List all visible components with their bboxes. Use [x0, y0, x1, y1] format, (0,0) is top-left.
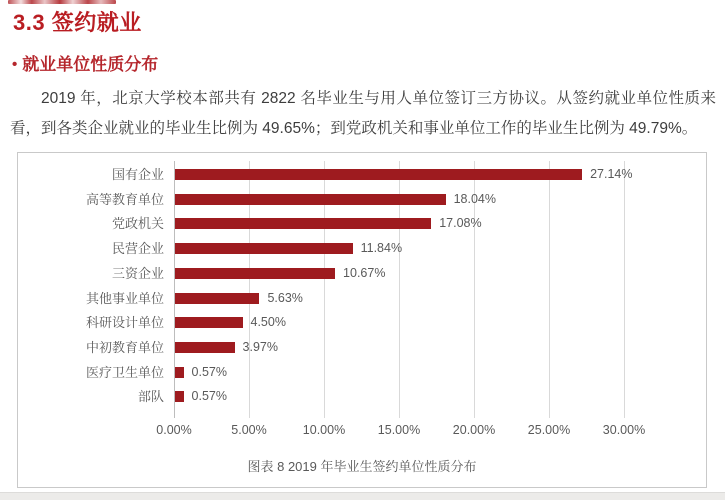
subsection-heading [12, 50, 158, 75]
category-label: 国有企业 [111, 167, 164, 182]
bar-value-label: 10.67% [343, 265, 386, 280]
bar [175, 342, 235, 353]
gridline [549, 161, 550, 418]
x-tick-label: 20.00% [452, 423, 496, 437]
bar-value-label: 18.04% [453, 191, 496, 206]
cropped-text-fragment [8, 0, 116, 4]
bar-value-label: 5.63% [267, 290, 303, 305]
bar [175, 194, 446, 205]
x-tick-label: 5.00% [231, 423, 267, 437]
chart-container [17, 152, 707, 488]
category-label: 其他事业单位 [85, 290, 164, 306]
bar-value-label: 0.57% [191, 364, 227, 379]
x-tick-label: 0.00% [156, 423, 192, 437]
x-tick-label: 10.00% [302, 423, 346, 437]
bar [175, 293, 259, 304]
bullet-icon: • [12, 56, 18, 73]
category-label: 高等教育单位 [85, 191, 164, 207]
category-label: 科研设计单位 [85, 315, 164, 331]
subsection-title: 就业单位性质分布 [22, 55, 159, 74]
bar [175, 317, 243, 328]
x-tick-label: 30.00% [602, 423, 646, 437]
category-label: 党政机关 [111, 216, 164, 232]
bar [175, 367, 184, 378]
bar [175, 243, 353, 254]
bar-value-label: 27.14% [590, 167, 633, 181]
bar-value-label: 4.50% [250, 315, 286, 330]
category-label: 民营企业 [111, 241, 164, 257]
bar-value-label: 0.57% [191, 389, 227, 404]
gridline [624, 161, 625, 418]
bar-value-label: 11.84% [360, 241, 403, 256]
x-tick-label: 15.00% [377, 423, 421, 437]
bar [175, 391, 184, 402]
bar-chart-plot-area [18, 153, 706, 487]
bar [175, 169, 582, 180]
chart-caption: 图表 8 2019 年毕业生签约单位性质分布 [247, 459, 477, 474]
category-label: 中初教育单位 [85, 339, 164, 355]
bar [175, 268, 335, 279]
bar [175, 218, 431, 229]
category-label: 医疗卫生单位 [85, 364, 164, 380]
bar-value-label: 3.97% [242, 339, 278, 354]
category-label: 三资企业 [111, 265, 164, 281]
category-label: 部队 [137, 389, 164, 405]
x-tick-label: 25.00% [527, 423, 571, 437]
body-paragraph: 2019 年，北京大学校本部共有 2822 名毕业生与用人单位签订三方协议。从签约就业单位性质来看，到各类企业就业的毕业生比例为 49.65%；到党政机关和事业单位工作的毕业生比例为 49.79%。 [10, 90, 716, 137]
bar-value-label: 17.08% [439, 216, 482, 231]
page-bottom-edge [0, 492, 725, 500]
section-title: 3.3 签约就业 [13, 10, 142, 35]
